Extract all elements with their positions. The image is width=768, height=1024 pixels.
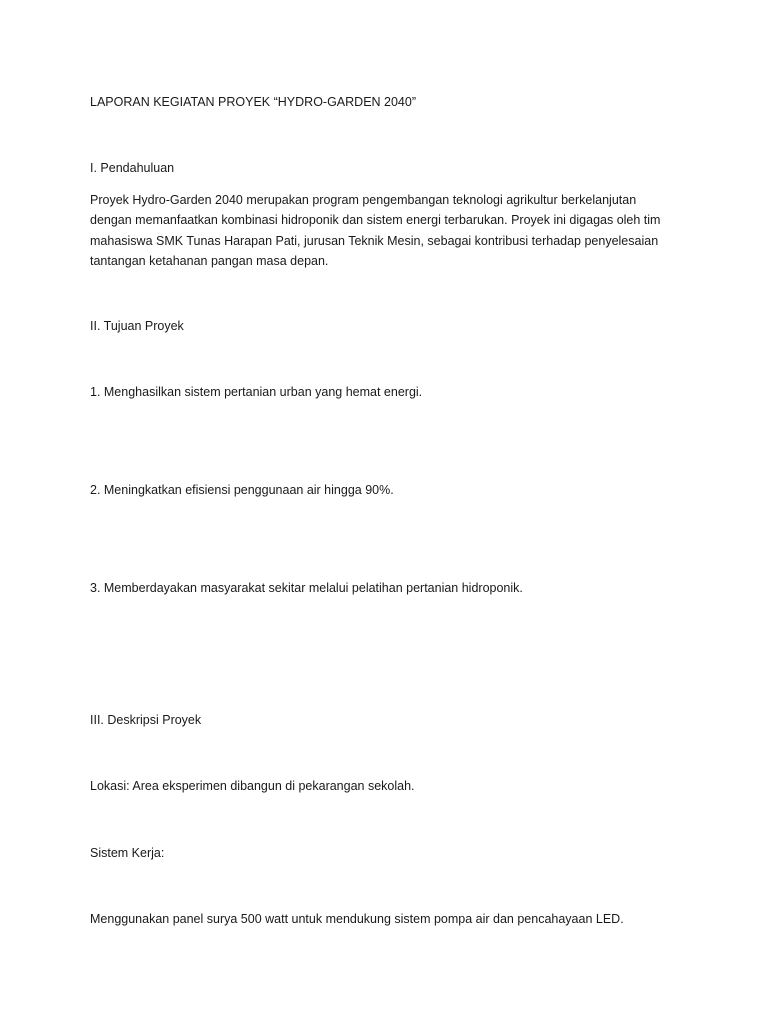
work-system-item: Menggunakan panel surya 500 watt untuk mendukung sistem pompa air dan pencahayaan LED. <box>90 912 624 926</box>
section-heading-deskripsi: III. Deskripsi Proyek <box>90 713 202 727</box>
section-heading-tujuan: II. Tujuan Proyek <box>90 319 184 333</box>
intro-paragraph <box>90 190 680 271</box>
goal-item-2: 2. Meningkatkan efisiensi penggunaan air hingga 90%. <box>90 483 394 497</box>
document-title: LAPORAN KEGIATAN PROYEK “HYDRO-GARDEN 2040” <box>90 95 417 109</box>
goal-item-3: 3. Memberdayakan masyarakat sekitar melalui pelatihan pertanian hidroponik. <box>90 581 523 595</box>
location-text: Lokasi: Area eksperimen dibangun di pekarangan sekolah. <box>90 779 415 793</box>
section-heading-pendahuluan: I. Pendahuluan <box>90 161 175 175</box>
intro-paragraph-line: dengan memanfaatkan kombinasi hidroponik dan sistem energi terbarukan. Proyek ini digagas oleh tim <box>90 213 661 228</box>
intro-paragraph-line: mahasiswa SMK Tunas Harapan Pati, jurusan Teknik Mesin, sebagai kontribusi terhadap penyelesaian <box>90 233 659 248</box>
intro-paragraph-line: Proyek Hydro-Garden 2040 merupakan program pengembangan teknologi agrikultur berkelanjutan <box>90 193 637 207</box>
work-system-label: Sistem Kerja: <box>90 846 165 860</box>
goal-item-1: 1. Menghasilkan sistem pertanian urban yang hemat energi. <box>90 385 423 399</box>
intro-paragraph-line: tantangan ketahanan pangan masa depan. <box>90 253 329 268</box>
